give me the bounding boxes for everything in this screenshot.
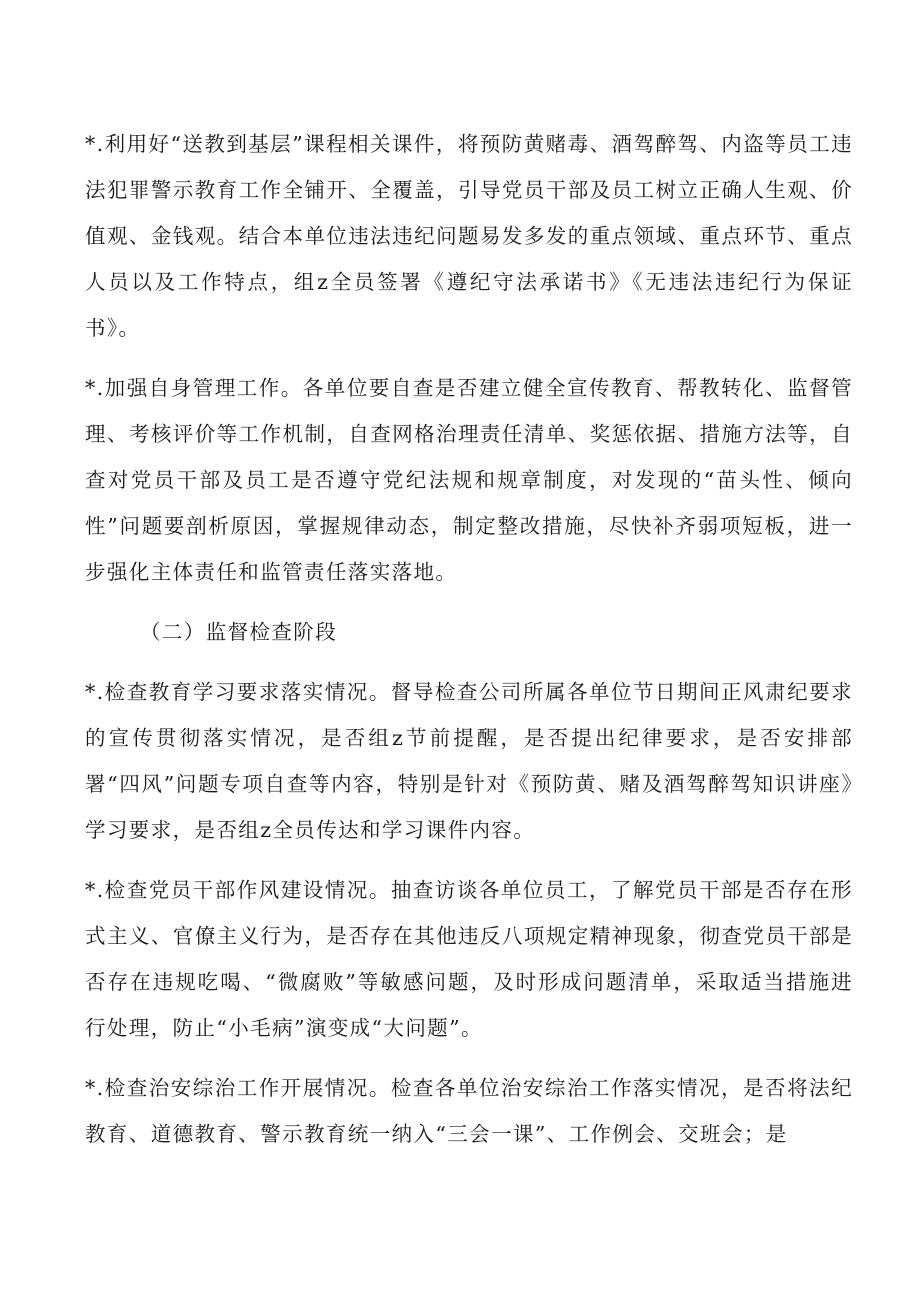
paragraph-study-requirements: *.检查教育学习要求落实情况。督导检查公司所属各单位节日期间正风肃纪要求的宣传贯彻落实情况，是否组z节前提醒，是否提出纪律要求，是否安排部署“四风”问题专项自查等内容，特别是针对《预防黄、赌及酒驾醉驾知识讲座》学习要求，是否组z全员传达和学习课件内容。 [85, 680, 853, 842]
document-body [85, 121, 853, 1157]
paragraph-work-style: *.检查党员干部作风建设情况。抽查访谈各单位员工，了解党员干部是否存在形式主义、官僚主义行为，是否存在其他违反八项规定精神现象，彻查党员干部是否存在违规吃喝、“微腐败”等敏感问题，及时形成问题清单，采取适当措施进行处理，防止“小毛病”演变成“大问题”。 [85, 878, 853, 1040]
paragraph-public-security: *.检查治安综治工作开展情况。检查各单位治安综治工作落实情况，是否将法纪教育、道德教育、警示教育统一纳入“三会一课”、工作例会、交班会；是 [85, 1076, 853, 1146]
paragraph-warning-education: *.利用好“送教到基层”课程相关课件，将预防黄赌毒、酒驾醉驾、内盗等员工违法犯罪警示教育工作全铺开、全覆盖，引导党员干部及员工树立正确人生观、价值观、金钱观。结合本单位违法违纪问题易发多发的重点领域、重点环节、重点人员以及工作特点，组z全员签署《遵纪守法承诺书》《无违法违纪行为保证书》。 [85, 132, 853, 340]
section-heading-supervision: （二）监督检查阶段 [140, 620, 338, 644]
paragraph-self-management: *.加强自身管理工作。各单位要自查是否建立健全宣传教育、帮教转化、监督管理、考核评价等工作机制，自查网格治理责任清单、奖惩依据、措施方法等，自查对党员干部及员工是否遵守党纪法规和规章制度，对发现的“苗头性、倾向性”问题要剖析原因，掌握规律动态，制定整改措施，尽快补齐弱项短板，进一步强化主体责任和监管责任落实落地。 [85, 376, 853, 584]
